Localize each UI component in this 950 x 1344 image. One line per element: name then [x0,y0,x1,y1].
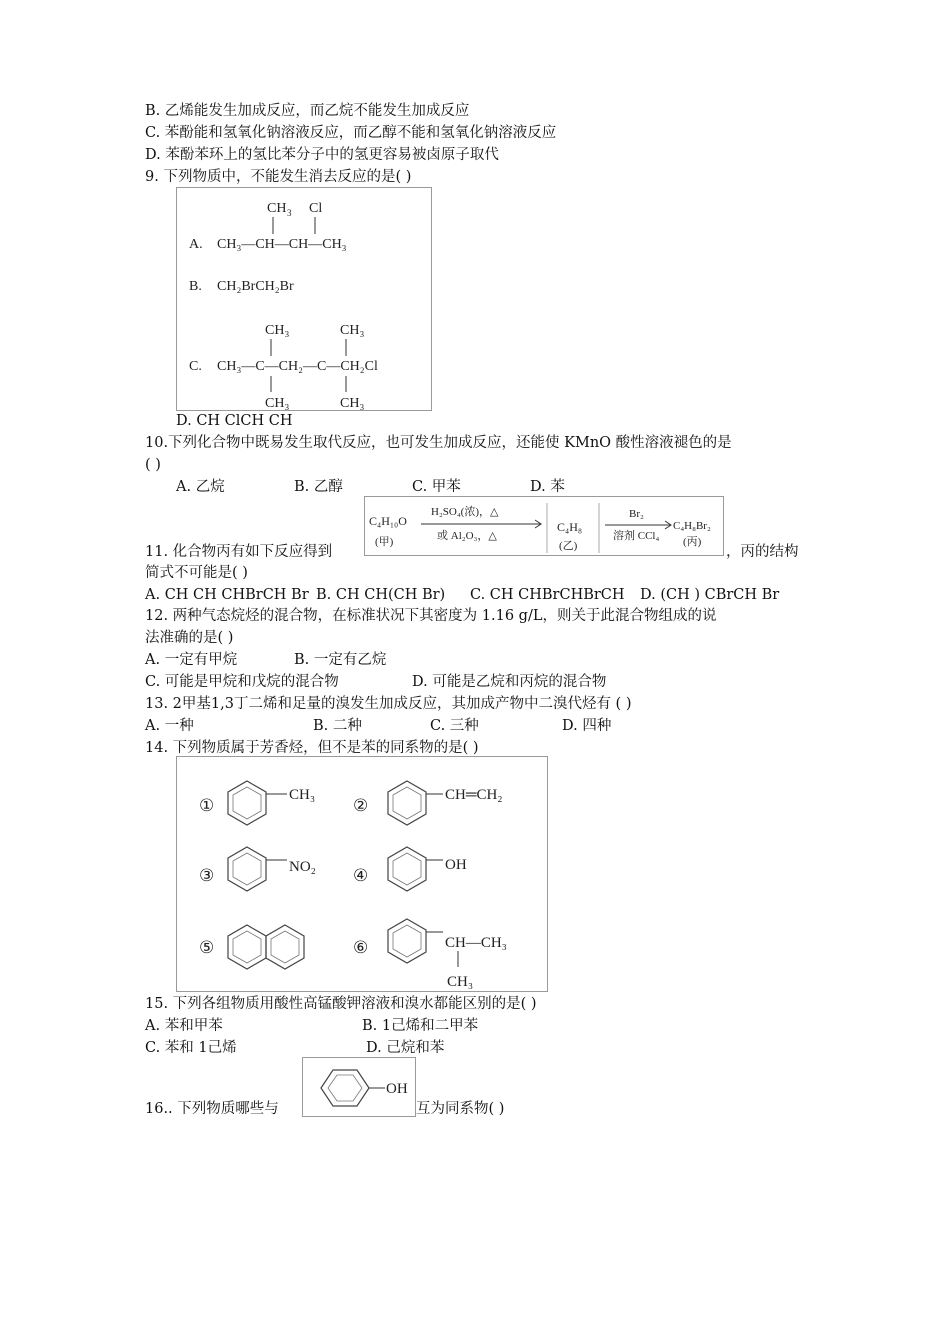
q12-option-b: B. 一定有乙烷 [294,652,387,668]
q15-option-a: A. 苯和甲苯 [145,1018,223,1034]
q9-fig-c-methyl-4: CH₃ [340,396,365,410]
q10-option-c: C. 甲苯 [412,479,461,495]
q11-fig-end-tag: (丙) [683,536,702,548]
q11-stem-2: 简式不可能是( ) [145,565,248,581]
q14-naphthalene [228,925,304,969]
q14-sub-3: NO₂ [289,859,316,875]
q9-fig-a-chlorine: Cl [309,201,323,216]
q16-stem-tail: 互为同系物( ) [416,1101,505,1117]
q8-option-b: B. 乙烯能发生加成反应，而乙烷不能发生加成反应 [145,103,470,119]
q14-num-2: ② [353,796,369,815]
q11-stem-tail: ，丙的结构 [726,544,799,560]
q8-option-c: C. 苯酚能和氢氧化钠溶液反应，而乙醇不能和氢氧化钠溶液反应 [145,125,557,141]
q14-num-6: ⑥ [353,938,369,957]
q14-num-5: ⑤ [199,938,215,957]
q15-option-d: D. 己烷和苯 [366,1040,445,1056]
q15-option-b: B. 1己烯和二甲苯 [362,1018,479,1034]
q12-stem-2: 法准确的是( ) [145,630,234,646]
q8-option-d: D. 苯酚苯环上的氢比苯分子中的氢更容易被卤原子取代 [145,147,499,163]
q10-option-b: B. 乙醇 [294,479,343,495]
q14-sub-2: CH═CH₂ [445,787,503,803]
q10-option-d: D. 苯 [530,479,565,495]
q12-stem: 12. 两种气态烷烃的混合物，在标准状况下其密度为 1.16 g/L，则关于此混合物组成的说 [145,608,717,624]
q14-sub-6b: CH₃ [447,974,474,990]
q14-structures-figure [176,756,548,992]
q14-sub-4: OH [445,857,467,873]
q9-fig-label-a: A. [189,237,203,252]
q9-fig-c-methyl-3: CH₃ [265,396,290,410]
q11-reaction-scheme [364,496,724,556]
q13-stem: 13. 2甲基1,3丁二烯和足量的溴发生加成反应，其加成产物中二溴代烃有 ( ) [145,696,632,712]
q11-option-d: D. (CH ) CBrCH Br [640,587,780,603]
q9-fig-c-chain: CH₃—C—CH₂—C—CH₂Cl [217,359,378,374]
q14-num-3: ③ [199,866,215,885]
q9-fig-c-methyl-1: CH₃ [265,323,290,338]
q11-option-a: A. CH CH CHBrCH Br [145,587,309,603]
q11-fig-cond-top: H₂SO₄(浓)，△ [431,506,499,518]
q11-option-b: B. CH CH(CH Br) [316,587,446,603]
q16-fig-oh: OH [386,1081,408,1097]
q14-num-4: ④ [353,866,369,885]
q9-fig-a-methyl-sub: 3 [287,208,292,218]
q10-stem: 10.下列化合物中既易发生取代反应，也可发生加成反应，还能使 KMnO 酸性溶液褪色的是 [145,435,732,451]
q10-option-a: A. 乙烷 [176,479,225,495]
q9-fig-c-methyl-2: CH₃ [340,323,365,338]
q11-fig-reagent-top: Br₂ [629,508,644,520]
q13-option-d: D. 四种 [562,718,612,734]
q11-fig-cond-bottom: 或 Al₂O₃，△ [437,530,497,542]
q9-stem: 9. 下列物质中，不能发生消去反应的是( ) [145,169,412,185]
q13-option-a: A. 一种 [145,718,194,734]
q16-stem: 16.. 下列物质哪些与 [145,1101,279,1117]
q14-sub-6: CH—CH₃ [445,935,507,951]
q9-fig-b-formula: CH₂BrCH₂Br [217,279,294,294]
q14-num-1: ① [199,796,215,815]
q11-fig-end: C₄H₈Br₂ [673,520,711,532]
q9-structure-figure [176,187,432,411]
q14-sub-1: CH₃ [289,787,316,803]
q13-option-c: C. 三种 [430,718,479,734]
q9-fig-a-methyl: CH [267,201,287,216]
q11-stem: 11. 化合物丙有如下反应得到 [145,544,333,560]
q11-fig-start-tag: (甲) [375,536,394,548]
q10-paren: ( ) [145,457,161,473]
q9-fig-a-chain: CH₃—CH—CH—CH₃ [217,237,347,252]
q12-option-a: A. 一定有甲烷 [145,652,238,668]
q11-fig-start: C₄H₁₀O [369,514,407,528]
q12-option-c: C. 可能是甲烷和戊烷的混合物 [145,674,339,690]
q14-stem: 14. 下列物质属于芳香烃，但不是苯的同系物的是( ) [145,740,479,756]
q9-fig-label-b: B. [189,279,202,294]
q13-option-b: B. 二种 [313,718,362,734]
q9-option-d: D. CH ClCH CH [176,413,293,429]
q11-fig-mid: C₄H₈ [557,520,583,534]
q11-fig-mid-tag: (乙) [559,540,578,552]
q12-option-d: D. 可能是乙烷和丙烷的混合物 [412,674,607,690]
q11-option-c: C. CH CHBrCHBrCH [470,587,625,603]
q9-fig-label-c: C. [189,359,202,374]
q11-fig-reagent-bottom: 溶剂 CCl₄ [613,530,660,542]
q15-stem: 15. 下列各组物质用酸性高锰酸钾溶液和溴水都能区别的是( ) [145,996,537,1012]
q16-phenol-figure [302,1057,416,1117]
q15-option-c: C. 苯和 1己烯 [145,1040,237,1056]
